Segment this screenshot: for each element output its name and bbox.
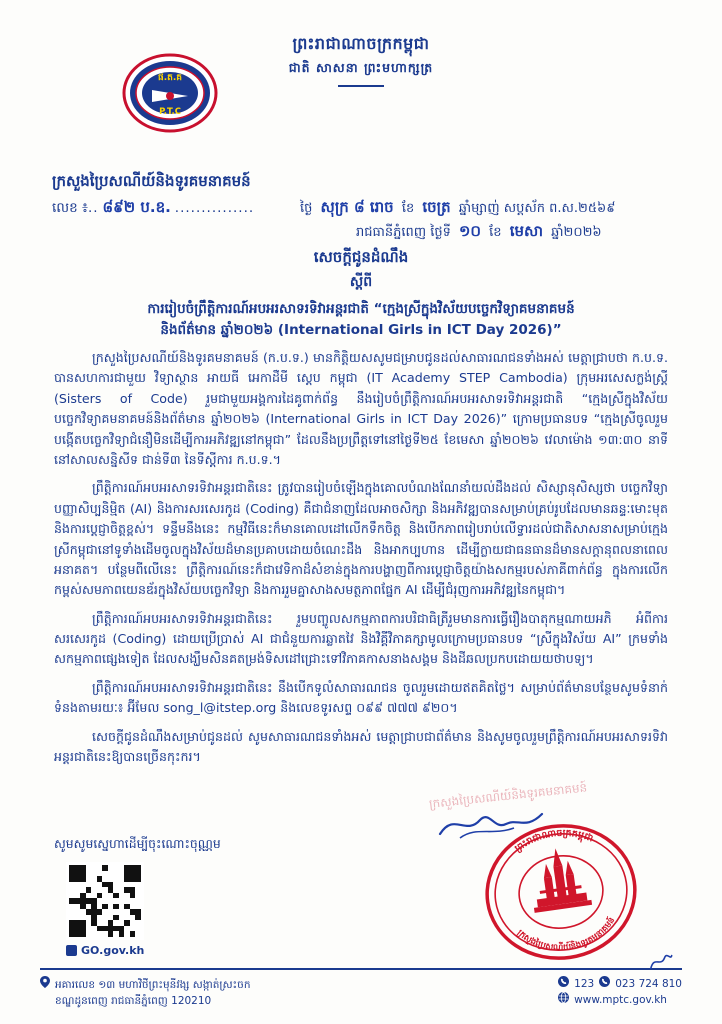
national-motto: ជាតិ សាសនា ព្រះមហាក្សត្រ [288,60,434,75]
faint-stamp-text: ក្រសួងប្រៃសណីយ៍និងទូរគមនាគមន៍ [428,780,588,811]
phone-icon-2 [599,976,610,992]
city-year: ឆ្នាំ២០២៦ [551,225,602,240]
number-label: លេខ ៖ [52,200,88,216]
official-seal-stamp [480,818,642,966]
gov-badge-label: GO.gov.kh [81,944,145,957]
document-title-block [0,248,722,341]
paragraph-1: ក្រសួងប្រៃសណីយ៍និងទូរគមនាគមន៍ (ក.ប.ទ.) មានកិត្តិយសសូមជម្រាបជូនដល់សាធារណជនទាំងអស់ មេត្តាជ្រាបថា ក.ប.ទ. បានសហការជាមួយ វិទ្យាស្ថាន អាយធី អេកាដឺមី ស្តេប កម្ពុជា (IT Academy STEP Cambodia) ក្រុមអរសេសក្លង់ស្ត្រី (Sisters of Code) រួមជាមួយអង្គការដៃគូពាក់ព័ន្ធ នឹងរៀបចំព្រឹត្តិការណ៍អបអរសាទរទិវាអន្តរជាតិ “ក្មេងស្រីក្នុងវិស័យបច្ចេកវិទ្យាគមនាគមន៍និងព័ត៌មាន ឆ្នាំ២០២៦ (International Girls in ICT Day 2026)” ក្រោមប្រធានបទ “ក្មេងស្រីចូលរួមបង្កើតបច្ចេកវិទ្យាជំនឿមិនដើម្បីការអភិវឌ្ឍនៅកម្ពុជា” ដែលនឹងប្រព្រឹត្តទៅនៅថ្ងៃទី២៥ ខែមេសា ឆ្នាំ២០២៦ វេលាម៉ោង ១៣:៣០ នាទី នៅសាលសន្និសីទ ជាន់ទី៣ នៃទីស្តីការ ក.ប.ទ.។ [54,350,668,467]
number-value: ៨៩២ ប.ឧ. [102,198,171,216]
footer-address-row-1 [40,976,251,993]
city-line: រាជធានីភ្នំពេញ ថ្ងៃទី [356,225,451,240]
dot-leader-1: .. [87,200,99,216]
paragraph-3: ព្រឹត្តិការណ៍អបអរសាទរទិវាអន្តរជាតិនេះ រួមបញ្ចូលសកម្មភាពការបរិជាធិត្រីរួមមានការធ្វើរឿងបាតុកម្មណាយអភិ អំពីការសរសេរកូដ (Coding) ដោយប្រើប្រាស់ AI ជាជំនួយការឆ្លាតវៃ និងវិគ្គីវិភាគក្សាមូលក្រោមប្រធានបទ “ស្រីក្នុងវិស័យ AI” ក្រមទាំងសកម្មភាពផ្សេងទៀត ដែលសង្ឃឹមសិនគតម្រង់ទិសដៅជ្រោះទៅវិភាគកាសនាងសង្គម និងដីឆលប្រកបដោយយថាបទ្យ។ [54,610,668,667]
title-main: សេចក្តីជូនដំណឹង [313,248,409,266]
page-initial-mark [646,950,676,977]
closing-respect-text: សូមសូមស្នេហាដើម្បីចុះណោះចុណ្ណម [54,836,221,851]
month-label: ខែ [401,201,415,216]
title-subject-line2: និងព័ត៌មាន ឆ្នាំ២០២៦ (International Girls in ICT Day 2026)” [160,321,562,338]
footer-website: www.mptc.gov.kh [574,994,667,1007]
document-footer [40,976,682,1010]
city-month: មេសា [509,222,544,240]
paragraph-5: សេចក្តីជូនដំណឹងសម្រាប់ជូនដល់ សូមសាធារណជនទាំងអស់ មេត្តាជ្រាបជាព័ត៌មាន និងសូមចូលរួមព្រឹត្តិការណ៍អបអរសាទរទិវាអន្តរជាតិនេះឱ្យបានច្រើនកុះករ។ [54,728,668,765]
footer-phone-row [558,976,682,992]
footer-address-line1: អគារលេខ ១៣ មហាវិថីព្រះមុនីវង្ស សង្កាត់ស្រះចក [55,978,251,991]
phone-icon [558,976,569,992]
ministry-logo [122,52,218,134]
location-pin-icon [40,976,50,993]
globe-icon [558,992,569,1008]
footer-address-row-2 [40,993,251,1009]
title-subject-line1: ការរៀបចំព្រឹត្តិការណ៍អបអរសាទរទិវាអន្តរជាតិ “ក្មេងស្រីក្នុងវិស័យបច្ចេកវិទ្យាគមនាគមន៍ [147,301,575,317]
city-day: ១០ [459,222,482,240]
ministry-name: ក្រសួងប្រៃសណីយ៍និងទូរគមនាគមន៍ [52,172,251,190]
header-divider [338,85,384,87]
kingdom-title: ព្រះរាជាណាចក្រកម្ពុជា [292,34,430,53]
svg-text:P.T.C: P.T.C [159,107,181,117]
document-body [54,348,668,775]
paragraph-4: ព្រឹត្តិការណ៍អបអរសាទរទិវាអន្តរជាតិនេះ នឹងបើកទូលំសាធារណជន ចូលរួមដោយឥតគិតថ្លៃ។ សម្រាប់ព័ត៌មានបន្ថែមសូមទំនាក់ទំនងតាមរយៈ៖ អ៊ីមែល song_l@itstep.org និងលេខទូរសព្ទ ០៩៩ ៧៧៧ ៩២០។ [54,679,668,716]
title-subject-label: ស្តីពី [349,274,373,290]
year-label: ឆ្នាំម្សាញ់ សប្តស័ក ព.ស.២៥៦៩ [458,201,616,216]
dot-leader-2: ............... [174,200,255,216]
footer-website-row[interactable] [558,992,682,1008]
date-label: ថ្ងៃ [300,201,313,216]
footer-divider [40,968,682,970]
month-value: ចេត្រ [422,198,451,216]
gov-badge-icon [66,945,77,956]
footer-phone: 123 [574,978,595,990]
date-line [300,198,615,220]
date-value: សុក្រ ៨ រោច [320,198,394,216]
city-month-label: ខែ [489,225,502,240]
svg-text:ក្រសួងប្រៃសណីយ៍និងទូរគមនាគមន៍: ក្រសួងប្រៃសណីយ៍និងទូរគមនាគមន៍ [514,915,618,954]
svg-text:ព្រះរាជាណាចក្រកម្ពុជា: ព្រះរាជាណាចក្រកម្ពុជា [512,827,595,855]
qr-code[interactable] [66,862,144,940]
svg-text:ផ.ត.គ: ផ.ត.គ [158,73,182,83]
footer-phone-2: 023 724 810 [615,978,682,990]
document-header [0,0,722,87]
city-date-line [356,222,602,244]
footer-address-line2: ខណ្ឌដូនពេញ រាជធានីភ្នំពេញ 120210 [55,995,212,1008]
paragraph-2: ព្រឹត្តិការណ៍អបអរសាទរទិវាអន្តរជាតិនេះ ត្រូវបានរៀបចំឡើងក្នុងគោលបំណងណែនាំយល់ដឹងដល់ សិស្សានុសិស្សថា បច្ចេកវិទ្យាបញ្ញាសិប្បនិម្មិត (AI) និងការសរសេរកូដ (Coding) គឺជាជំនាញដែលអាចសិក្សា និងអភិវឌ្ឍបានសម្រាប់គ្រប់រូបដែលមានឆន្ទៈមោះមុត និងការប្តេជ្ញាចិត្តខ្ពស់។ ទន្ទឹមនឹងនេះ កម្មវិធីនេះក៏មានគោលដៅលើកទឹកចិត្ត និងបើកភាពរៀបរាប់លើទ្វារដល់ជាតិសាសនាសម្រាប់ក្មេងស្រីកម្ពុជានៅទូទាំងដើមចូលក្នុងវិស័យដ៏មានប្រគាបដោយចំណេះដឹង និងអាកប្បហាន ដើម្បីក្លាយជាធនធានដ៏មានសក្តានុពលនាពេលអនាគត។ បន្ថែមពីលើនេះ ព្រឹត្តិការណ៍នេះក៏ជាវេទិកាដ៏សំខាន់ក្នុងការបង្ហាញពីការប្តេជ្ញាចិត្តយ៉ាងសកម្មរបស់ភាគីពាក់ព័ន្ធ ក្នុងការលើកកម្ពស់សមភាពយេនឌ័រក្នុងវិស័យបច្ចេកវិទ្យា និងការរួមគ្នាសាងសមត្ថភាពផ្នែក AI ដើម្បីជំរុញការអភិវឌ្ឍនៃកម្ពុជា។ [54,480,668,598]
gov-kh-badge [66,944,144,957]
